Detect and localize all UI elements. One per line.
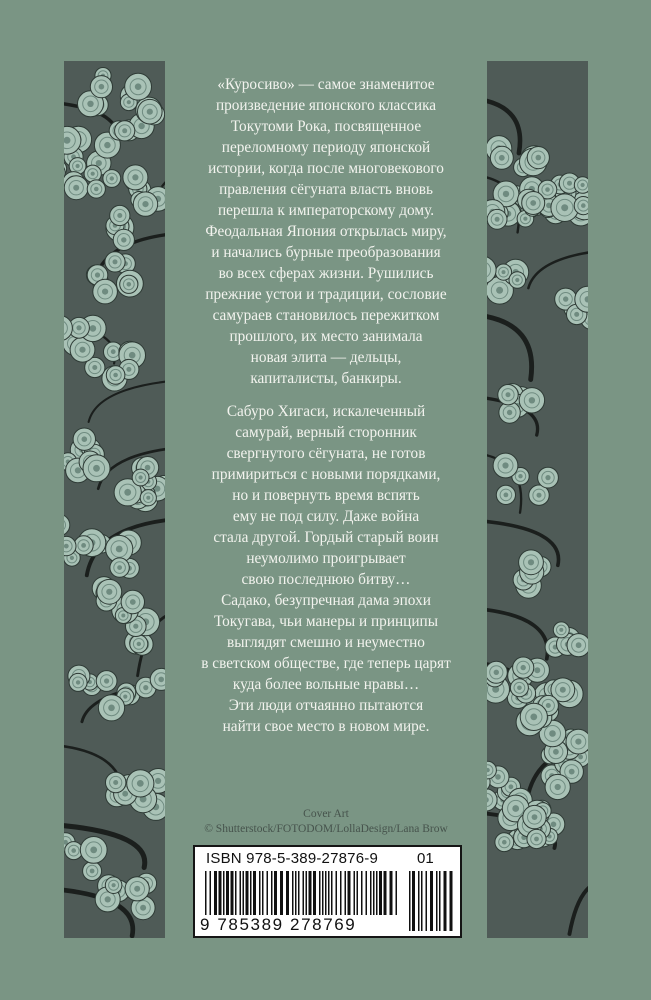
blossom-cluster: [64, 833, 107, 881]
blurb-paragraph-1: [178, 74, 474, 389]
blurb-line: Садако, безупречная дама эпохи: [221, 592, 431, 609]
blurb-line: Эти люди отчаянно пытаются: [228, 697, 424, 714]
cover-art-title: Cover Art: [303, 808, 349, 820]
blossom-cluster: [64, 315, 106, 362]
blurb-line: истории, когда после многовекового: [208, 160, 444, 177]
blurb-line: новая элита — дельцы,: [250, 349, 402, 366]
blurb-line: произведение японского классика: [215, 97, 437, 114]
blossom-cluster: [120, 73, 164, 125]
blurb-line: найти свое место в новом мире.: [222, 718, 430, 735]
blossom-cluster: [86, 252, 143, 304]
blurb-line: свою последнюю битву…: [241, 571, 411, 588]
isbn-barcode: [193, 845, 462, 938]
blossom-cluster: [498, 384, 545, 424]
branch: [487, 609, 548, 659]
blossom-cluster: [493, 453, 558, 505]
branch: [569, 883, 588, 934]
blurb-line: прежние устои и традиции, сословие: [205, 286, 447, 303]
blurb-line: ему не под силу. Даже война: [232, 508, 420, 525]
blurb-line: Токутоми Рока, посвященное: [230, 118, 422, 135]
branch: [487, 315, 532, 379]
blurb-paragraph-2: [178, 401, 474, 737]
blossom-cluster: [106, 205, 134, 250]
blossom-cluster: [78, 68, 113, 117]
blurb-line: стала другой. Гордый старый воин: [213, 529, 439, 546]
blurb-line: Феодальная Япония открылась миру,: [205, 223, 447, 240]
blurb-line: самурай, верный сторонник: [235, 424, 417, 441]
blurb-line: правления сёгуната власть вновь: [219, 181, 433, 198]
blurb-line: и начались бурные преобразования: [211, 244, 441, 261]
blurb-line: куда более вольные нравы…: [232, 676, 420, 693]
blurb-line: перешла к императорскому дому.: [217, 202, 435, 219]
isbn-number: ISBN 978-5-389-27876-9: [206, 850, 379, 867]
blurb-line: переломному периоду японской: [221, 139, 431, 156]
blurb-line: свергнутого сёгуната, не готов: [226, 445, 426, 462]
blurb-line: Токугава, чьи манеры и принципы: [213, 613, 439, 630]
blurb-line: неумолимо проигрывает: [246, 550, 406, 567]
cover-art-credit: © Shutterstock/FOTODOM/LollaDesign/Lana Brow: [204, 823, 448, 835]
blurb-line: выглядят смешно и неуместно: [227, 634, 425, 651]
book-blurb: [178, 74, 474, 749]
floral-strip-left: [64, 61, 165, 938]
blossom-cluster: [555, 286, 588, 331]
blossom-cluster: [64, 428, 110, 483]
blossom-cluster: [92, 577, 144, 624]
blurb-line: самураев становилось пережитком: [212, 307, 440, 324]
blurb-line: но и повернуть время вспять: [232, 487, 420, 504]
tree-branches-illustration-left: [64, 61, 165, 938]
branch: [528, 251, 588, 288]
blossom-cluster: [123, 165, 165, 216]
blurb-line: капиталисты, банкиры.: [250, 370, 402, 387]
blossom-cluster: [513, 550, 551, 598]
blurb-line: Сабуро Хигаси, искалеченный: [226, 403, 426, 420]
blossom-cluster: [64, 514, 106, 566]
barcode-main-bars: [205, 871, 401, 915]
blossom-cluster: [106, 769, 166, 821]
blurb-line: во всех сферах жизни. Рушились: [218, 265, 434, 282]
blurb-line: в светском обществе, где теперь царят: [201, 655, 451, 672]
tree-branches-illustration-right: [487, 61, 588, 938]
barcode-digits: 9 785389 278769: [200, 915, 357, 934]
blossom-cluster: [487, 256, 529, 304]
blurb-line: прошлого, их место занимала: [229, 328, 423, 345]
barcode-addon-number: 01: [417, 850, 434, 867]
blurb-line: примириться с новыми порядками,: [211, 466, 441, 483]
floral-strip-right: [487, 61, 588, 938]
blossom-cluster: [545, 622, 588, 657]
blurb-line: «Куросиво» — самое знаменитое: [217, 76, 435, 93]
blossom-cluster: [117, 668, 165, 705]
barcode-addon-bars: [409, 871, 453, 931]
branch: [89, 381, 165, 422]
